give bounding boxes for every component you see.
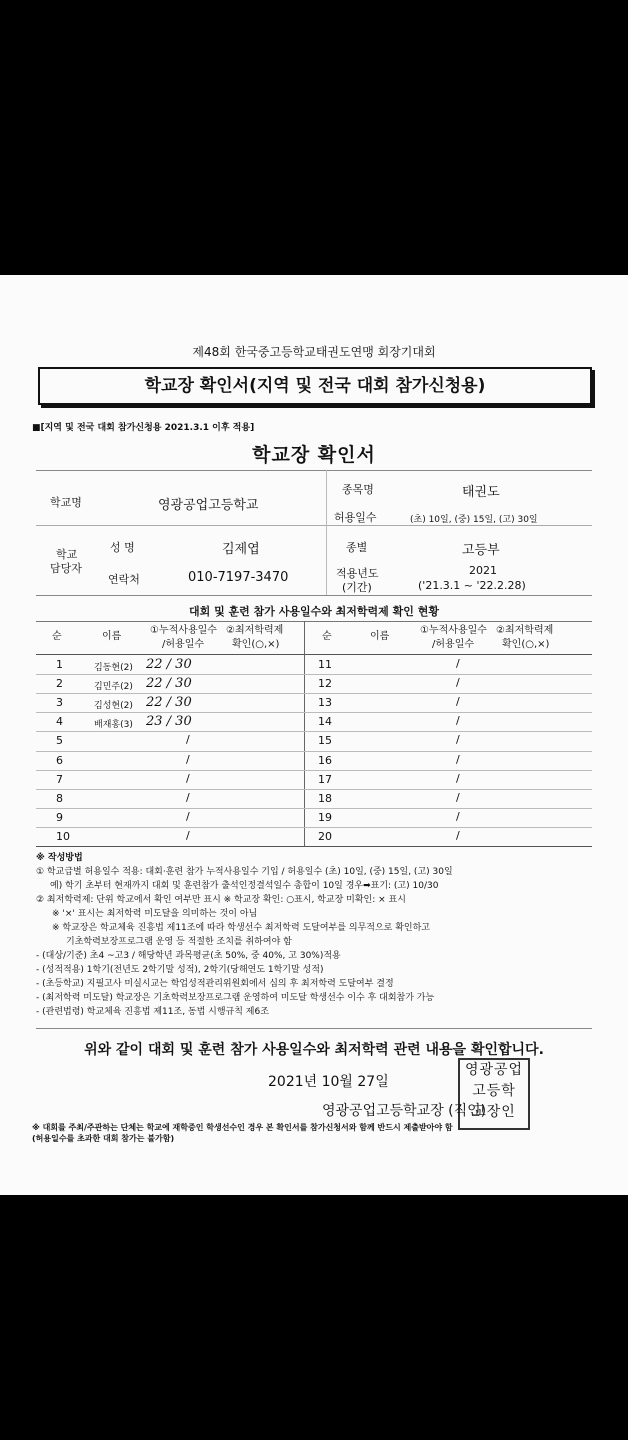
note-line: - (초등학교) 지필고사 미실시교는 학업성적관리위원회에서 심의 후 최저학력 도달여부 결정 [36,979,394,989]
note-line: - (최저학력 미도달) 학교장은 기초학력보장프로그램 운영하여 미도달 학생선수 이수 후 대회참가 가능 [36,993,435,1003]
allowed-days-label: 허용일수 [334,511,377,524]
table-top-line [36,621,592,622]
event-value: 태권도 [462,485,500,500]
row-number: 17 [318,772,332,786]
seal-line-1: 영광공업 [464,1062,524,1078]
row-days: / [186,752,190,766]
row-number: 4 [56,715,63,729]
info-top-line [36,470,592,471]
form-title: 학교장 확인서(지역 및 전국 대회 참가신청용) [144,376,486,396]
note-line: - (대상/기준) 초4 ~고3 / 해당학년 과목평균(초 50%, 중 40%, 고 30%)적용 [36,951,341,961]
row-days: 22 / 30 [146,676,192,692]
row-days: / [186,733,190,747]
phone-label: 연락처 [108,573,140,586]
row-days: 23 / 30 [146,714,192,730]
note-line: ※ 작성방법 [36,853,83,863]
doc-heading: 학교장 확인서 [252,444,376,466]
footnote-line-1: ※ 대회를 주최/주관하는 단체는 학교에 재학중인 학생선수인 경우 본 확인서를 참가신청서와 함께 반드시 제출받아야 함 [32,1123,453,1132]
info-bottom-line [36,595,592,596]
note-line: 기초학력보장프로그램 운영 등 적절한 조치를 취하여야 함 [66,937,292,947]
row-number: 1 [56,658,63,671]
row-divider [36,789,592,790]
contact-label-1: 학교 [56,548,78,561]
row-number: 15 [318,734,332,748]
col-check-right-1: ②최저학력제 [496,625,554,636]
row-days: / [456,676,460,690]
col-days-left-1: ①누적사용일수 [150,625,217,636]
col-days-right-2: /허용일수 [432,639,475,650]
row-days: / [186,828,190,842]
row-number: 2 [56,677,63,691]
row-divider [36,808,592,809]
seal-line-3: 교장인 [472,1104,516,1120]
row-divider [36,693,592,694]
row-days: / [456,695,460,709]
row-number: 9 [56,810,63,824]
row-days: / [186,809,190,823]
seal-line-2: 고등학 [472,1083,516,1099]
row-name: 배재홍(3) [94,720,133,731]
year-value: 2021 [469,564,497,577]
note-line: ② 최저학력제: 단위 학교에서 확인 여부만 표시 ※ 학교장 확인: ○표시, 학교장 미확인: × 표시 [36,895,406,905]
division-value: 고등부 [462,543,500,558]
row-days: / [456,809,460,823]
row-number: 8 [56,791,63,805]
table-header-line [36,654,592,655]
school-name-value: 영광공업고등학교 [158,498,259,513]
col-check-left-2: 확인(○,×) [232,639,280,650]
row-number: 3 [56,696,63,710]
notes-bottom-line [36,1028,592,1029]
row-number: 12 [318,677,332,691]
event-label: 종목명 [342,483,374,496]
row-number: 7 [56,772,63,786]
note-line: ※ '×' 표시는 최저학력 미도달을 의미하는 것이 아님 [52,909,258,919]
row-days: 22 / 30 [146,657,192,672]
row-name: 김민주(2) [94,682,133,693]
col-check-right-2: 확인(○,×) [502,639,550,650]
row-divider [36,712,592,713]
row-name: 김동현(2) [94,663,133,673]
col-name-right: 이름 [370,631,390,642]
col-name-left: 이름 [102,631,122,642]
row-days: / [456,714,460,728]
note-line: 예) 학기 초부터 현재까지 대회 및 훈련참가 출석인정결석일수 총합이 10일 경우➡표기: (고) 10/30 [50,881,439,891]
row-number: 16 [318,753,332,767]
row-number: 13 [318,696,332,710]
col-days-right-1: ①누적사용일수 [420,625,487,636]
row-days: / [456,752,460,766]
applies-note: ■[지역 및 전국 대회 참가신청용 2021.3.1 이후 적용] [32,423,255,433]
col-days-left-2: /허용일수 [162,639,205,650]
row-days: 22 / 30 [146,695,192,711]
row-number: 5 [56,734,63,748]
year-label-1: 적용년도 [336,567,379,580]
row-days: / [456,828,460,842]
row-divider [36,770,592,771]
division-label: 종별 [346,541,368,554]
manager-name-label: 성 명 [110,541,135,554]
form-title-box [38,367,592,405]
row-number: 6 [56,753,63,767]
date-text: 2021년 10월 27일 [268,1074,389,1090]
table-center-divider [304,621,305,846]
row-number: 18 [318,791,332,805]
footnote [32,1122,453,1144]
section-title: 대회 및 훈련 참가 사용일수와 최저학력제 확인 현황 [189,605,439,618]
note-line: - (성적적용) 1학기(전년도 2학기말 성적), 2학기(당해연도 1학기말 성적) [36,965,324,975]
allowed-days-value: (초) 10일, (중) 15일, (고) 30일 [410,515,538,525]
table-bottom-line [36,846,592,847]
row-divider [36,827,592,828]
row-divider [36,751,592,752]
row-divider [36,731,592,732]
year-label-2: (기간) [342,581,372,594]
note-line: - (관련법령) 학교체육 진흥법 제11조, 동법 시행규칙 제6조 [36,1007,269,1017]
row-name: 김성현(2) [94,701,133,712]
row-days: / [456,657,460,670]
row-days: / [456,790,460,804]
confirm-text: 위와 같이 대회 및 훈련 참가 사용일수와 최저학력 관련 내용을 확인합니다. [84,1042,544,1058]
row-number: 11 [318,658,332,671]
row-days: / [456,733,460,747]
col-no-left: 순 [52,631,62,642]
contact-label-2: 담당자 [50,562,82,575]
info-mid-line [36,525,592,526]
row-divider [36,674,592,675]
note-line: ※ 학교장은 학교체육 진흥법 제11조에 따라 학생선수 최저학력 도달여부를 의무적으로 확인하고 [52,923,430,933]
note-line: ① 학교급별 허용일수 적용: 대회·훈련 참가 누적사용일수 기입 / 허용일수 (초) 10일, (중) 15일, (고) 30일 [36,867,453,877]
info-divider [326,470,327,595]
row-number: 10 [56,829,70,843]
row-days: / [456,771,460,785]
school-name-label: 학교명 [50,496,82,509]
row-days: / [186,790,190,804]
row-days: / [186,771,190,785]
col-check-left-1: ②최저학력제 [226,625,284,636]
manager-name-value: 김제엽 [222,542,260,557]
row-number: 19 [318,810,332,824]
footnote-line-2: (허용일수를 초과한 대회 참가는 불가함) [32,1134,175,1143]
period-value: ('21.3.1 ~ '22.2.28) [418,579,526,592]
row-number: 14 [318,715,332,729]
document-page [0,275,628,1195]
phone-value: 010-7197-3470 [188,570,289,585]
event-title: 제48회 한국중고등학교태권도연맹 회장기대회 [192,345,436,359]
row-number: 20 [318,829,332,843]
signature-text: 영광공업고등학교장 (직인) [322,1103,487,1119]
col-no-right: 순 [322,631,332,642]
